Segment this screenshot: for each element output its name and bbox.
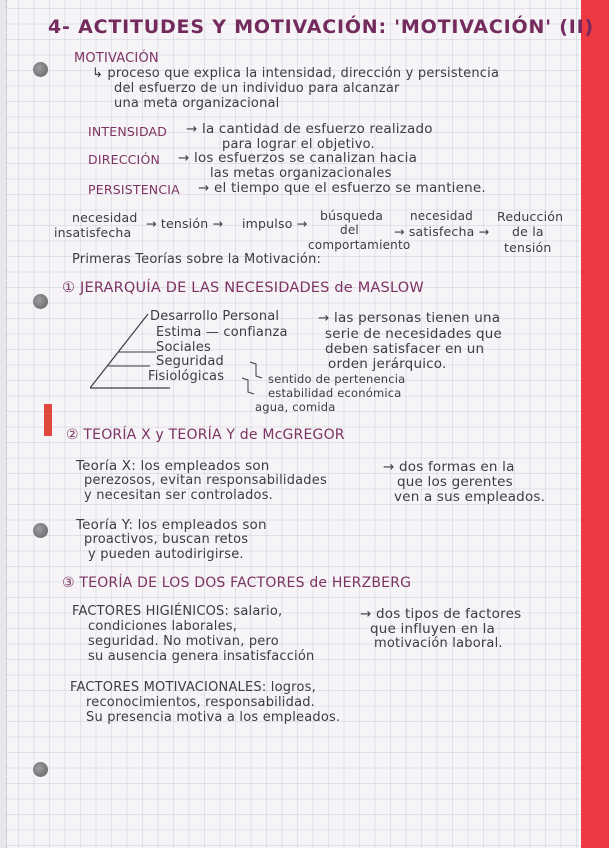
page-title: 4- ACTITUDES Y MOTIVACIÓN: 'MOTIVACIÓN' (II): [48, 16, 594, 38]
mcgregor-side-line3: ven a sus empleados.: [394, 489, 546, 505]
persistencia-label: PERSISTENCIA: [88, 182, 180, 197]
punch-hole: [33, 762, 48, 777]
maslow-sub-pertenencia: sentido de pertenencia: [268, 372, 406, 386]
intensidad-text1: → la cantidad de esfuerzo realizado: [186, 121, 433, 137]
mcgregor-heading: ② TEORÍA X y TEORÍA Y de McGREGOR: [66, 427, 345, 443]
persistencia-text: → el tiempo que el esfuerzo se mantiene.: [198, 180, 486, 196]
punch-hole: [33, 523, 48, 538]
herzberg-heading: ③ TEORÍA DE LOS DOS FACTORES de HERZBERG: [62, 575, 412, 591]
proceso-busqueda: búsqueda: [320, 208, 384, 223]
motivacionales-line1: FACTORES MOTIVACIONALES: logros,: [70, 680, 316, 695]
higienicos-line2: condiciones laborales,: [88, 619, 238, 634]
maslow-note-line3: deben satisfacer en un: [325, 341, 485, 357]
teoria-y-line3: y pueden autodirigirse.: [88, 547, 244, 562]
teoria-x-line2: perezosos, evitan responsabilidades: [84, 473, 327, 488]
proceso-tension-final: tensión: [504, 240, 552, 255]
direccion-text1: → los esfuerzos se canalizan hacia: [178, 150, 418, 166]
maslow-level-sociales: Sociales: [156, 340, 211, 355]
mcgregor-side-line1: → dos formas en la: [383, 459, 515, 475]
teoria-x-line1: Teoría X: los empleados son: [76, 458, 270, 474]
motivacionales-line2: reconocimientos, responsabilidad.: [86, 695, 316, 710]
maslow-level-desarrollo: Desarrollo Personal: [150, 309, 280, 324]
maslow-sub-agua: agua, comida: [255, 400, 336, 414]
proceso-insatisfecha: insatisfecha: [54, 225, 132, 240]
primeras-teorias-heading: Primeras Teorías sobre la Motivación:: [72, 252, 322, 267]
proceso-necesidad: necesidad: [72, 210, 138, 225]
teoria-x-line3: y necesitan ser controlados.: [84, 488, 274, 503]
herzberg-side-line2: que influyen en la: [370, 621, 496, 637]
proceso-satisfecha: → satisfecha →: [394, 224, 490, 239]
proceso-necesidad2: necesidad: [410, 209, 473, 223]
teoria-y-line1: Teoría Y: los empleados son: [76, 517, 267, 533]
maslow-note-line4: orden jerárquico.: [328, 356, 447, 372]
maslow-level-seguridad: Seguridad: [156, 354, 224, 369]
maslow-sub-estabilidad: estabilidad económica: [268, 386, 402, 400]
red-page-edge: [581, 0, 609, 848]
maslow-note-line2: serie de necesidades que: [325, 326, 503, 342]
maslow-level-estima: Estima — confianza: [156, 325, 288, 340]
proceso-comportamiento: comportamiento: [308, 238, 411, 252]
motivacion-def-line2: del esfuerzo de un individuo para alcanzar: [114, 81, 400, 96]
higienicos-line4: su ausencia genera insatisfacción: [88, 649, 315, 664]
brand-label: [44, 404, 52, 436]
spiral-binding: [0, 0, 7, 848]
maslow-note-line1: → las personas tienen una: [318, 310, 501, 326]
motivacion-def-line1: ↳ proceso que explica la intensidad, dirección y persistencia: [92, 66, 500, 81]
teoria-y-line2: proactivos, buscan retos: [84, 532, 249, 547]
intensidad-text2: para lograr el objetivo.: [222, 137, 375, 152]
maslow-level-fisiologicas: Fisiológicas: [148, 369, 225, 384]
herzberg-side-line3: motivación laboral.: [374, 636, 503, 651]
higienicos-line3: seguridad. No motivan, pero: [88, 634, 279, 649]
direccion-label: DIRECCIÓN: [88, 152, 161, 167]
proceso-impulso: impulso →: [242, 216, 308, 231]
punch-hole: [33, 294, 48, 309]
proceso-del: del: [340, 223, 359, 237]
punch-hole: [33, 62, 48, 77]
herzberg-side-line1: → dos tipos de factores: [360, 606, 522, 622]
mcgregor-side-line2: que los gerentes: [397, 474, 513, 490]
direccion-text2: las metas organizacionales: [210, 166, 392, 181]
motivacion-def-line3: una meta organizacional: [114, 96, 280, 111]
higienicos-line1: FACTORES HIGIÉNICOS: salario,: [72, 604, 283, 619]
proceso-de-la: de la: [512, 224, 544, 239]
motivacion-heading: MOTIVACIÓN: [74, 51, 159, 66]
proceso-tension: → tensión →: [146, 216, 224, 231]
maslow-heading: ① JERARQUÍA DE LAS NECESIDADES de MASLOW: [62, 280, 424, 296]
proceso-reduccion: Reducción: [497, 209, 564, 224]
intensidad-label: INTENSIDAD: [88, 124, 168, 139]
motivacionales-line3: Su presencia motiva a los empleados.: [86, 710, 341, 725]
